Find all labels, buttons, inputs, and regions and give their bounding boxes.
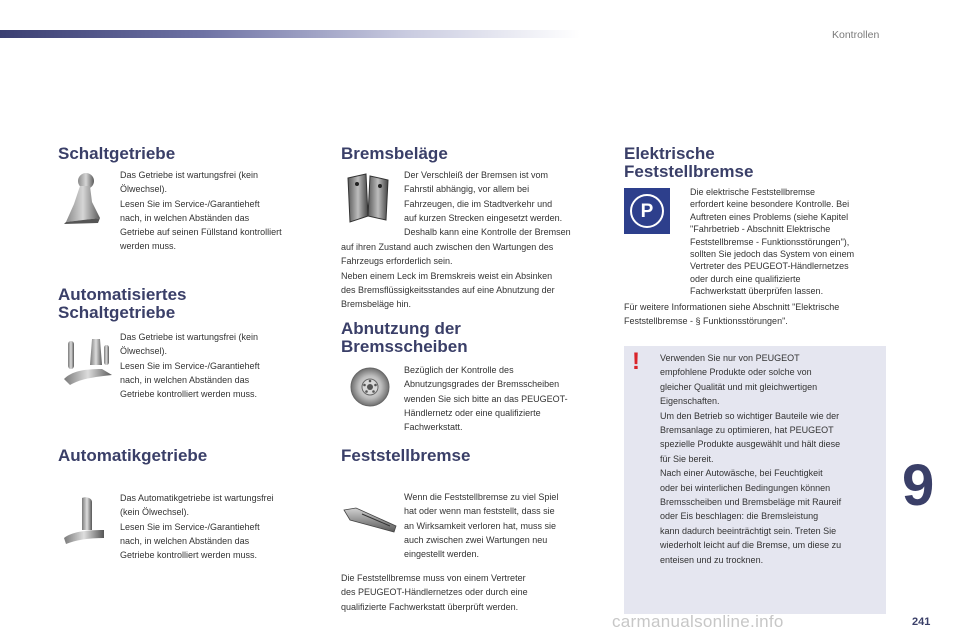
heading-schaltgetriebe: Schaltgetriebe xyxy=(58,144,176,163)
electric-parking-brake-icon xyxy=(624,188,670,234)
gear-lever-icon xyxy=(62,172,102,224)
handbrake-lever-icon xyxy=(342,506,398,534)
heading-automatikgetriebe: Automatikgetriebe xyxy=(58,446,208,465)
automated-gearbox-icon xyxy=(62,335,114,385)
schaltgetriebe-text: Das Getriebe ist wartungsfrei (kein Ölwechsel). Lesen Sie im Service-/Garantieheft nach, in welchen Abständen das Getriebe auf seinen Füllstand kontrolliert werden muss. xyxy=(120,170,282,252)
feststellbremse-text-full: Die Feststellbremse muss von einem Vertreter des PEUGEOT-Händlernetzes oder durch eine qualifizierte Fachwerkstatt überprüft werden. xyxy=(341,573,528,612)
page-number: 241 xyxy=(912,616,931,628)
bremsbelaege-text-right: Der Verschleiß der Bremsen ist vom Fahrstil abhängig, vor allem bei Fahrzeugen, die im Stadtverkehr und auf kurzen Strecken eingesetzt werden. Deshalb kann eine Kontrolle der Bremsen xyxy=(404,170,571,238)
bremsscheiben-text: Bezüglich der Kontrolle des Abnutzungsgrades der Bremsscheiben wenden Sie sich bitte an das PEUGEOT- Händlernetz oder eine qualifizierte Fachwerkstatt. xyxy=(404,365,568,433)
heading-automatisiertes-schaltgetriebe: Automatisiertes Schaltgetriebe xyxy=(58,285,187,322)
elektrische-feststellbremse-text-full: Für weitere Informationen siehe Abschnitt "Elektrische Feststellbremse - § Funktionsstörungen". xyxy=(624,302,840,327)
heading-feststellbremse: Feststellbremse xyxy=(341,446,471,465)
heading-abnutzung-bremsscheiben: Abnutzung der Bremsscheiben xyxy=(341,319,468,356)
watermark: carmanualsonline.info xyxy=(612,612,784,631)
elektrische-feststellbremse-text-right: Die elektrische Feststellbremse erfordert keine besondere Kontrolle. Bei Auftreten eines Problems (siehe Kapitel "Fahrbetrieb - Abschnitt Elektrische Feststellbremse - Funktionsstörungen"), sollten Sie jedoch das System von einem Vertreter des PEUGEOT-Händlernetzes oder durch eine qualifizierte Fachwerkstatt überprüfen lassen. xyxy=(690,187,855,297)
warning-exclamation-icon: ! xyxy=(632,348,640,375)
automatikgetriebe-text: Das Automatikgetriebe ist wartungsfrei (kein Ölwechsel). Lesen Sie im Service-/Garantieheft nach, in welchen Abständen das Getriebe kontrolliert werden muss. xyxy=(120,493,274,561)
brake-pads-icon xyxy=(344,172,394,224)
automatic-gear-selector-icon xyxy=(62,494,106,544)
feststellbremse-text-right: Wenn die Feststellbremse zu viel Spiel hat oder wenn man feststellt, dass sie an Wirksamkeit verloren hat, muss sie auch zwischen zwei Wartungen neu eingestellt werden. xyxy=(404,492,559,560)
chapter-number: 9 xyxy=(902,453,935,518)
header-gradient-bar xyxy=(0,30,580,38)
heading-bremsbelaege: Bremsbeläge xyxy=(341,144,448,163)
brake-disc-icon xyxy=(350,367,390,407)
parking-brake-circle xyxy=(630,194,664,228)
bremsbelaege-text-full: auf ihren Zustand auch zwischen den Wartungen des Fahrzeugs erforderlich sein. Neben einem Leck im Bremskreis weist ein Absinken des Bremsflüssigkeitsstandes auf eine Abnutzung der Bremsbeläge hin. xyxy=(341,242,555,310)
automatisiertes-schaltgetriebe-text: Das Getriebe ist wartungsfrei (kein Ölwechsel). Lesen Sie im Service-/Garantieheft nach, in welchen Abständen das Getriebe kontrolliert werden muss. xyxy=(120,332,260,400)
parking-brake-letter: P xyxy=(640,200,654,222)
heading-elektrische-feststellbremse: Elektrische Feststellbremse xyxy=(624,144,754,181)
warning-text: Verwenden Sie nur von PEUGEOT empfohlene Produkte oder solche von gleicher Qualität und mit gleichwertigen Eigenschaften. Um den Betrieb so wichtiger Bauteile wie der Bremsanlage zu optimieren, hat PEUGEOT spezielle Produkte ausgewählt und hält diese für Sie bereit. Nach einer Autowäsche, bei Feuchtigkeit oder bei winterlichen Bedingungen können Bremsscheiben und Bremsbeläge mit Raureif oder Eis beschlagen: die Bremsleistung kann dadurch beeinträchtigt sein. Treten Sie wiederholt leicht auf die Bremse, um diese zu enteisen und zu trocknen. xyxy=(660,353,842,565)
section-label: Kontrollen xyxy=(832,29,880,41)
